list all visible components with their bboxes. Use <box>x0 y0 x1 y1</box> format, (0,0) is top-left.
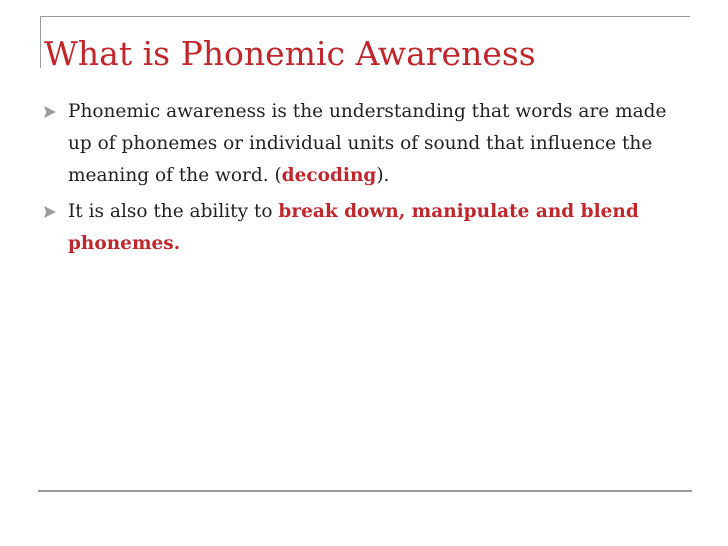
bullet-1-text-end: ). <box>376 165 390 186</box>
bullet-2-text: It is also the ability to <box>68 201 279 222</box>
frame-top-line <box>40 16 690 17</box>
bullet-arrow-icon <box>44 206 56 218</box>
bullet-item-1 <box>44 96 694 192</box>
bottom-divider <box>38 490 692 492</box>
frame-left-line <box>40 16 41 68</box>
bullet-item-2 <box>44 196 694 260</box>
bullet-1-text: Phonemic awareness is the understanding that words are made up of phonemes or individual units of sound that influence the meaning of the word. ( <box>68 101 667 186</box>
bullet-2-highlight: break down, manipulate and blend phonemes. <box>68 201 639 254</box>
bullet-list <box>44 96 694 264</box>
bullet-1-highlight: decoding <box>281 165 377 186</box>
bullet-arrow-icon <box>44 106 56 118</box>
slide-title: What is Phonemic Awareness <box>44 34 536 73</box>
